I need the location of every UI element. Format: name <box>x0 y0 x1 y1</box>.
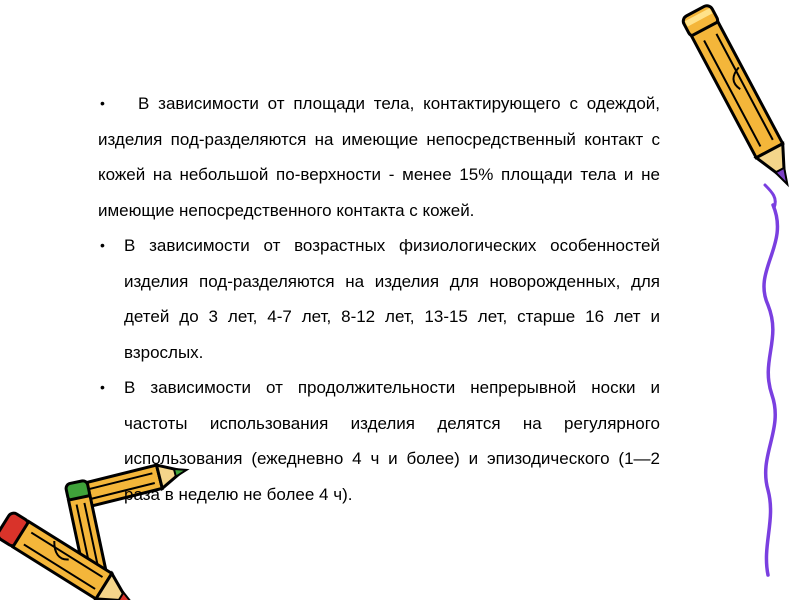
bullet-text: В зависимости от продолжительности непрерывной носки и частоты использования изделия делятся на регулярного использования (ежедневно 4 ч и более) и эпизодического (1—2 раза в неделю не более 4 ч). <box>124 378 660 504</box>
content-text <box>98 86 660 512</box>
bullet-text: В зависимости от возрастных физиологических особенностей изделия под-разделяются на изделия для новорожденных, для детей до 3 лет, 4-7 лет, 8-12 лет, 13-15 лет, старше 16 лет и взрослых. <box>124 236 660 362</box>
bullet-item <box>98 370 660 512</box>
bullet-item <box>98 86 660 228</box>
bullet-marker: • <box>100 95 105 111</box>
bullet-marker: • <box>100 237 105 253</box>
bullet-marker: • <box>100 379 105 395</box>
bullet-text: В зависимости от площади тела, контактирующего с одеждой, изделия под-разделяются на имеющие непосредственный контакт с кожей на небольшой по-верхности - менее 15% площади тела и не имеющие непосредственного контакта с кожей. <box>98 94 660 220</box>
bullet-item <box>98 228 660 370</box>
